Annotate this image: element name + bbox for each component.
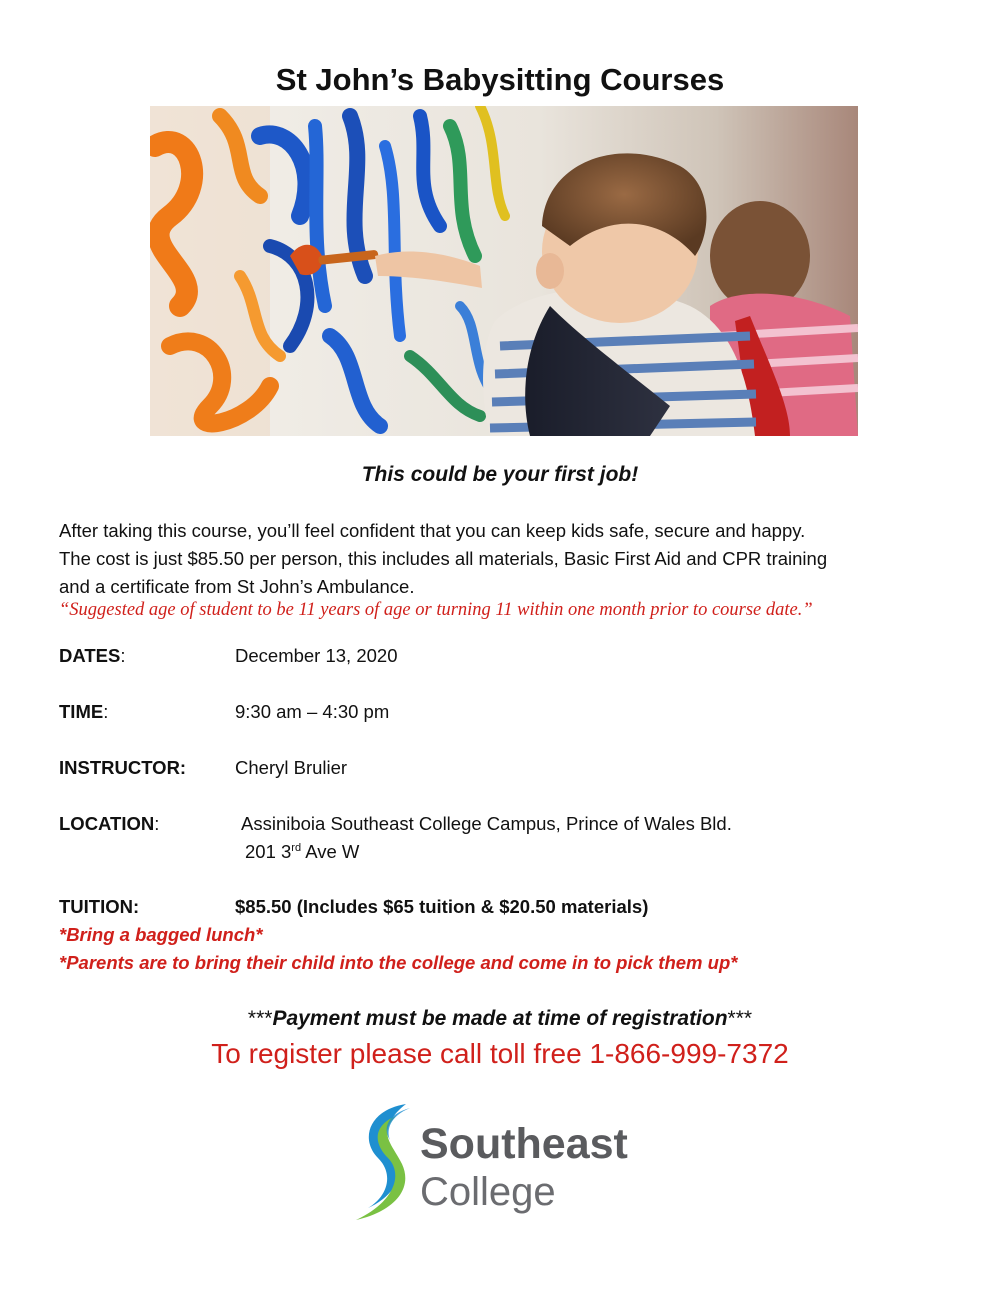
intro-line: and a certificate from St John’s Ambulance. <box>59 576 415 597</box>
instructor-value: Cheryl Brulier <box>235 757 348 778</box>
register-phone: To register please call toll free 1-866-999-7372 <box>211 1038 789 1069</box>
location-value: Assiniboia Southeast College Campus, Prince of Wales Bld. <box>241 813 732 834</box>
tagline: This could be your first job! <box>361 463 639 486</box>
time-value: 9:30 am – 4:30 pm <box>235 701 390 722</box>
tuition-value: $85.50 (Includes $65 tuition & $20.50 materials) <box>235 896 649 917</box>
location-address: 201 3rd Ave W <box>245 841 360 862</box>
logo-text-college: College <box>420 1170 556 1214</box>
tuition-label: TUITION: <box>59 896 140 917</box>
college-s-mark-icon <box>348 1100 418 1224</box>
intro-paragraph <box>59 517 939 601</box>
dates-label: DATES: <box>59 645 126 666</box>
intro-line: The cost is just $85.50 per person, this includes all materials, Basic First Aid and CPR training <box>59 548 828 569</box>
children-painting-photo <box>150 106 858 436</box>
parents-note: *Parents are to bring their child into the college and come in to pick them up* <box>59 952 738 973</box>
intro-line: After taking this course, you’ll feel confident that you can keep kids safe, secure and happy. <box>59 520 806 541</box>
location-label: LOCATION: <box>59 813 160 834</box>
payment-notice: ***Payment must be made at time of registration*** <box>247 1007 753 1030</box>
time-label: TIME: <box>59 701 109 722</box>
flyer-title: St John’s Babysitting Courses <box>275 62 725 97</box>
age-note: “Suggested age of student to be 11 years of age or turning 11 within one month prior to course date.” <box>59 600 813 620</box>
lunch-note: *Bring a bagged lunch* <box>59 924 263 945</box>
logo-text-southeast: Southeast <box>420 1120 628 1168</box>
southeast-college-logo <box>348 1100 648 1224</box>
instructor-label: INSTRUCTOR: <box>59 757 187 778</box>
dates-value: December 13, 2020 <box>235 645 398 666</box>
